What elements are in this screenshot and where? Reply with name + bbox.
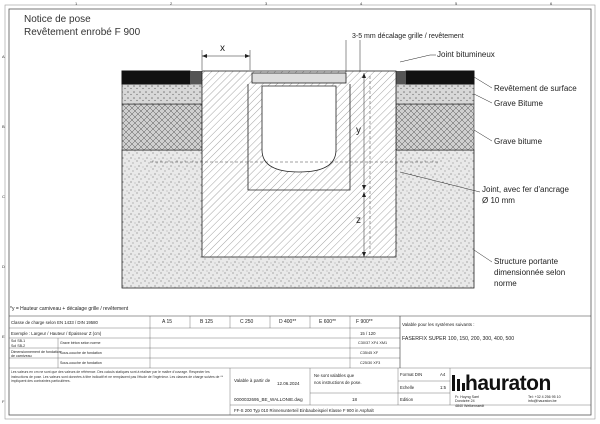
valid-from-label: Valable à partir de — [234, 378, 271, 383]
example-label: Exemple : Largeur / Hauteur / Épaisseur Z (cm) — [11, 331, 102, 336]
edition-label: Edition — [400, 397, 414, 402]
valid-systems-title: Valable pour les systèmes suivants : — [402, 322, 475, 327]
channel-cavity — [262, 86, 336, 172]
foundation-label-2: de carniveau — [11, 354, 32, 358]
class-e600: E 600** — [319, 319, 336, 325]
foundation-label-1: Dimensionnement de fondation — [11, 350, 61, 354]
class-b125: B 125 — [200, 319, 214, 325]
subbase-value: C35/45 XF — [360, 351, 379, 355]
valid-from-date: 12.06.2024 — [277, 381, 300, 386]
sheet-number: 18 — [352, 397, 358, 402]
col-number: 4 — [360, 1, 363, 6]
callout-diameter: Ø 10 mm — [482, 196, 515, 205]
subbase-value-2: C25/30 XF3 — [360, 361, 381, 365]
callout-revetement: Revêtement de surface — [494, 84, 577, 93]
callout-structure-3: norme — [494, 279, 517, 288]
class-a15: A 15 — [162, 319, 173, 325]
row-letter: C — [2, 194, 5, 199]
row-letter: D — [2, 264, 5, 269]
col-number: 3 — [265, 1, 268, 6]
notes-text: Les valeurs en cm ne sont que des valeurs de référence. Des calculs statiques sont à réaliser par le maître d'ouvrage. Respecter les instructions de pose. Les valeurs sont données à titre indicatif et ne remplacent pas l'étude de l'ingénieur. Les classes de charge suivies de ** impliquent des contraintes particulières. — [11, 370, 224, 384]
hauraton-logo-icon — [452, 375, 466, 391]
row-letter: B — [2, 124, 5, 129]
hauraton-logo: hauraton — [465, 372, 551, 395]
company-contact: Tel: +32 4 256 95 10 info@hauraton.be — [528, 395, 561, 404]
concrete-label: Grave béton selon norme — [60, 341, 101, 345]
valid-systems: FASERFIX SUPER 100, 150, 200, 300, 400, 500 — [402, 336, 515, 342]
callout-joint-bitumineux: Joint bitumineux — [437, 50, 495, 59]
format-label: Format DIN — [400, 372, 423, 377]
doc-number: 0000032695_BE_WALLONIE.dwg — [234, 397, 303, 402]
class-c250: C 250 — [240, 319, 254, 325]
col-number: 2 — [170, 1, 173, 6]
callout-structure-2: dimensionnée selon — [494, 268, 566, 277]
callout-grave-bitume-2: Grave bitume — [494, 137, 543, 146]
grating — [252, 73, 346, 83]
col-number: 6 — [550, 1, 553, 6]
row-letter: A — [2, 54, 5, 59]
row-letter: E — [2, 334, 5, 339]
callout-joint-ancrage: Joint, avec fer d'ancrage — [482, 185, 569, 194]
warranty-line-2: nos instructions de pose. — [314, 380, 362, 385]
subbase-label: Sous-couche de fondation — [60, 351, 102, 355]
callout-grave-bitume-1: Grave Bitume — [494, 99, 543, 108]
soil-label-1: Sol SB-1 — [11, 339, 26, 343]
class-f900: F 900** — [356, 319, 373, 325]
offset-label: 3-5 mm décalage grille / revêtement — [352, 33, 464, 40]
dimension-z: z — [356, 215, 361, 226]
example-value: 15 / 120 — [360, 331, 376, 336]
dimension-x: x — [220, 43, 225, 54]
warranty-line-1: Ne sont valables que — [314, 373, 355, 378]
footnote: *y = Hauteur carniveau + décalage grille / revêtement — [10, 306, 129, 312]
load-class-label: Classe de charge selon EN 1433 / DIN 19580 — [11, 320, 98, 325]
class-d400: D 400** — [279, 319, 297, 325]
company-address: Fr. Hoyng Sarrl Dorotzée 24 4840 Welkenraedt — [455, 395, 485, 408]
callout-structure-1: Structure portante — [494, 257, 559, 266]
concrete-value: C30/37 XF4 XM1 — [358, 341, 388, 345]
col-number: 1 — [75, 1, 78, 6]
col-number: 5 — [455, 1, 458, 6]
dimension-y: y — [356, 125, 361, 136]
scale-label: Echelle — [400, 385, 415, 390]
subbase-label-2: Sous-couche de fondation — [60, 361, 102, 365]
row-letter: F — [2, 399, 5, 404]
page-title: Notice de pose — [24, 14, 91, 25]
soil-label-2: Sol SB-2 — [11, 344, 26, 348]
format-value: A4 — [440, 372, 446, 377]
page-subtitle: Revêtement enrobé F 900 — [24, 27, 141, 38]
bottom-description: FF-S 200 Typ 010 Rinnenunterteil Einbaubeispiel Klasse F 900 in Asphalt — [234, 408, 374, 413]
scale-value: 1:5 — [440, 385, 446, 390]
